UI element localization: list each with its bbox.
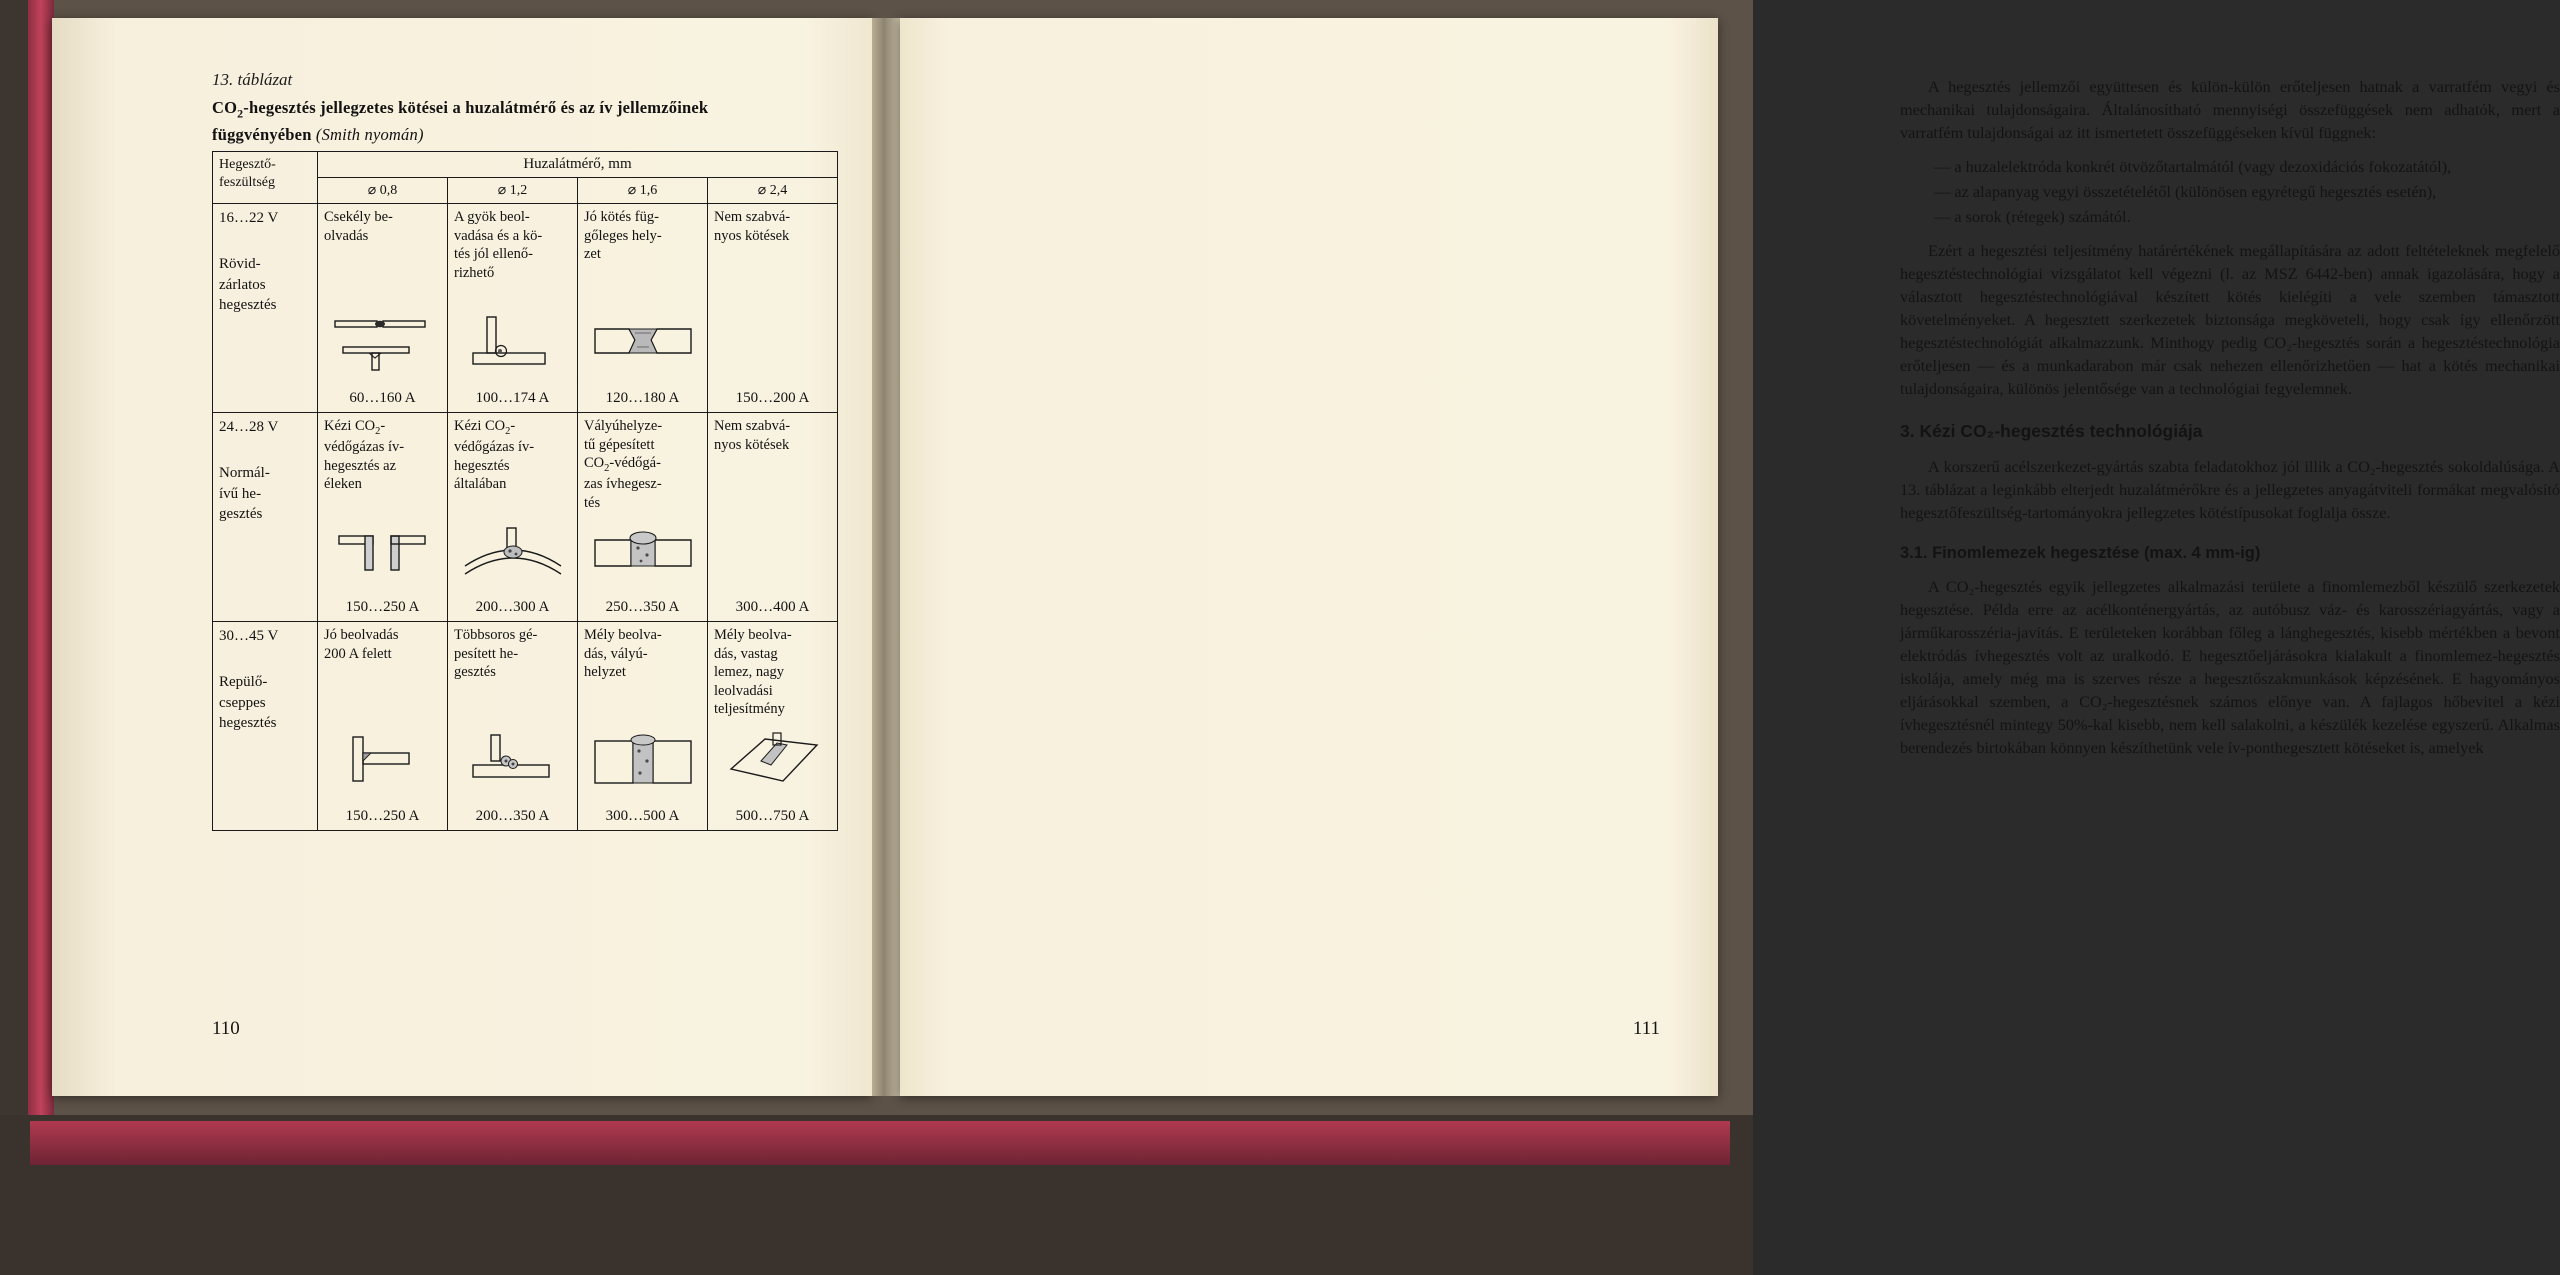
cell-1-2 [448,204,578,413]
table-header-row [213,152,838,178]
cell-text-3-2: Többsoros gé- pesített he- gesztés [454,627,538,681]
row-voltage-3: 30…45 V [219,628,279,644]
cell-current-2-1: 150…250 A [345,599,420,615]
cell-text-2-3: Vályúhelyze- tű gépesített $CO_2-védőgá-$ zas ívhegesz- tés [584,418,663,511]
table-title-source: (Smith nyomán) [315,124,424,144]
book-spine [28,0,54,1120]
table-row [213,204,838,413]
deep-penetration-sketch-icon [578,731,707,794]
cell-current-3-2: 200…350 A [475,808,550,824]
table-title-line2: függvényében [212,124,312,144]
bullet-list [1900,156,2560,229]
page-number-left: 110 [212,1018,240,1039]
row-name-2: Normál- ívű he- gesztés [219,465,270,522]
cell-text-1-2: A gyök beol- vadása és a kö- tés jól ellenő- rizhető [454,209,543,281]
cell-text-2-1: Kézi $CO_2-$ védőgázas ív- hegesztés az éleken [324,418,405,493]
heading-section-3-1: 3.1. Finomlemezek hegesztése (max. 4 mm-ig) [1900,544,2261,563]
cell-3-1 [318,622,448,831]
list-item: — a sorok (rétegek) számától. [1934,206,2131,226]
cell-1-3 [578,204,708,413]
cell-current-2-3: 250…350 A [605,599,680,615]
vertical-weld-sketch-icon [578,313,707,376]
paragraph-intro: A hegesztés jellemzői együttesen és külön-külön erőteljesen hatnak a varratfém vegyi és mechanikai tulajdonságaira. Általánosítható mennyiségi összefüggések nem adhatók, mert a varratfém tulajdonságai az itt ismertetett összefüggéseken kívül függnek: [1900,77,2560,142]
book-bottom-edge [30,1121,1730,1165]
cell-text-3-3: Mély beolva- dás, vályú- helyzet [584,627,662,681]
header-dia-3: ⌀ 2,4 [708,178,838,204]
cell-2-3 [578,413,708,622]
header-voltage: Hegesztő- feszültség [213,152,318,204]
cell-current-3-4: 500…750 A [735,808,810,824]
paragraph-section-3: A korszerű acélszerkezet-gyártás szabta feladatokhoz jól illik a CO₂-hegesztés sokoldalúsága. A 13. táblázat a leginkább elterjedt huzalátmérőkre és a jellegzetes anyagátviteli formákat megvalósító hegesztőfeszültség-tartományokra jellegzetes kötéstípusokat foglalja össze. [1900,457,2560,523]
cell-text-2-2: Kézi $CO_2-$ védőgázas ív- hegesztés általában [454,418,535,493]
cell-1-1 [318,204,448,413]
table-number: 13. táblázat [212,70,293,89]
cell-text-1-3: Jó kötés füg- gőleges hely- zet [584,209,662,263]
row-label-3 [213,622,318,831]
cell-2-4 [708,413,838,622]
header-dia-2: ⌀ 1,6 [578,178,708,204]
multipass-sketch-icon [448,731,577,794]
table-row [213,622,838,831]
cell-text-1-1: Csekély be- olvadás [324,209,393,244]
table-row [213,413,838,622]
cell-text-3-1: Jó beolvadás 200 A felett [324,627,399,662]
cell-1-4 [708,204,838,413]
row-label-1 [213,204,318,413]
row-voltage-2: 24…28 V [219,419,279,435]
row-label-2 [213,413,318,622]
cell-text-1-4: Nem szabvá- nyos kötések [714,209,791,244]
curved-plate-sketch-icon [448,522,577,585]
cell-current-1-3: 120…180 A [605,390,680,406]
cell-text-2-4: Nem szabvá- nyos kötések [714,418,791,453]
groove-weld-sketch-icon [578,522,707,585]
cell-current-3-1: 150…250 A [345,808,420,824]
cell-3-2 [448,622,578,831]
cell-current-1-2: 100…174 A [475,390,550,406]
paragraph-section-3-1: A CO₂-hegesztés egyik jellegzetes alkalmazási területe a finomlemezből készülő szerkezetek hegesztése. Példa erre az acélkonténergyártás, az autóbusz váz- és karosszériagyártás, vagy a járműkarosszéria-javítás. E területeken korábban főleg a lánghegesztés, kisebb mértékben a bevont elektródás ívhegesztés volt az uralkodó. E hegesztőeljárásokra kialakult a finomlemez-hegesztés iskolája, amely még ma is szerves része a hegesztőszakmunkások képzésének. E hagyományos eljárásokkal szemben, a CO₂-hegesztésnek számos előnye van. A fajlagos hőbevitel a kézi ívhegesztésnél mintegy 50%-kal kisebb, nem kell salakolni, a készülék kezelése egyszerű. Alkalmas berendezés birtokában könnyen készíthetünk vele ív-ponthegesztett kötéseket is, amelyek [1900,577,2560,758]
cell-current-3-3: 300…500 A [605,808,680,824]
cell-current-1-1: 60…160 A [349,390,416,406]
cell-2-1 [318,413,448,622]
page-number-right: 111 [1632,1018,1660,1039]
left-page [52,18,872,1096]
cell-3-3 [578,622,708,831]
cell-3-4 [708,622,838,831]
heading-section-3: 3. Kézi CO₂-hegesztés technológiája [1900,420,2203,441]
table-title-line1: $CO_2$-hegesztés jellegzetes kötései a huzalátmérő és az ív jellemzőinek [212,98,709,121]
table-title [212,96,812,146]
header-dia-1: ⌀ 1,2 [448,178,578,204]
thick-plate-sketch-icon [708,731,837,794]
cell-2-2 [448,413,578,622]
cell-current-2-2: 200…300 A [475,599,550,615]
header-dia-0: ⌀ 0,8 [318,178,448,204]
list-item: — az alapanyag vegyi összetételétől (különösen egyrétegű hegesztés esetén), [1934,181,2437,201]
edge-weld-sketch-icon [318,522,447,585]
cell-text-3-4: Mély beolva- dás, vastag lemez, nagy leolvadási teljesítmény [714,627,792,718]
butt-joint-sketch-icon [318,313,447,376]
row-voltage-1: 16…22 V [219,210,279,226]
right-page [900,18,2560,1096]
header-wire-diameter: Huzalátmérő, mm [318,152,838,178]
row-name-3: Repülő- cseppes hegesztés [219,674,277,731]
row-name-1: Rövid- zárlatos hegesztés [219,256,277,313]
list-item: — a huzalelektróda konkrét ötvözőtartalmától (vagy dezoxidációs fokozatától), [1934,156,2452,176]
right-page-body [1900,76,2560,771]
welding-joint-table [212,151,838,831]
fillet-joint-sketch-icon [448,313,577,376]
cell-current-1-4: 150…200 A [735,390,810,406]
paragraph-after-bullets: Ezért a hegesztési teljesítmény határértékének megállapítására az adott feltételeknek megfelelő hegesztéstechnológiai vizsgálatot kell végezni (l. az MSZ 6442-ben) annak igazolására, hogy a választott hegesztéstechnológiával készített kötés kielégíti a vele szemben támasztott követelményeket. A hegesztett szerkezetek biztonsága megköveteli, hogy csak így ellenőrzött hegesztéstechnológiát alkalmazzunk. Minthogy pedig CO₂-hegesztés során a hegesztéstechnológia erőteljesen — és a munkadarabon már csak nehezen ellenőrizhetően — hat a kötés mechanikai tulajdonságaira, különös jelentősége van a technológiai fegyelemnek. [1900,240,2560,398]
tee-joint-sketch-icon [318,731,447,794]
book-gutter [872,18,902,1096]
cell-current-2-4: 300…400 A [735,599,810,615]
